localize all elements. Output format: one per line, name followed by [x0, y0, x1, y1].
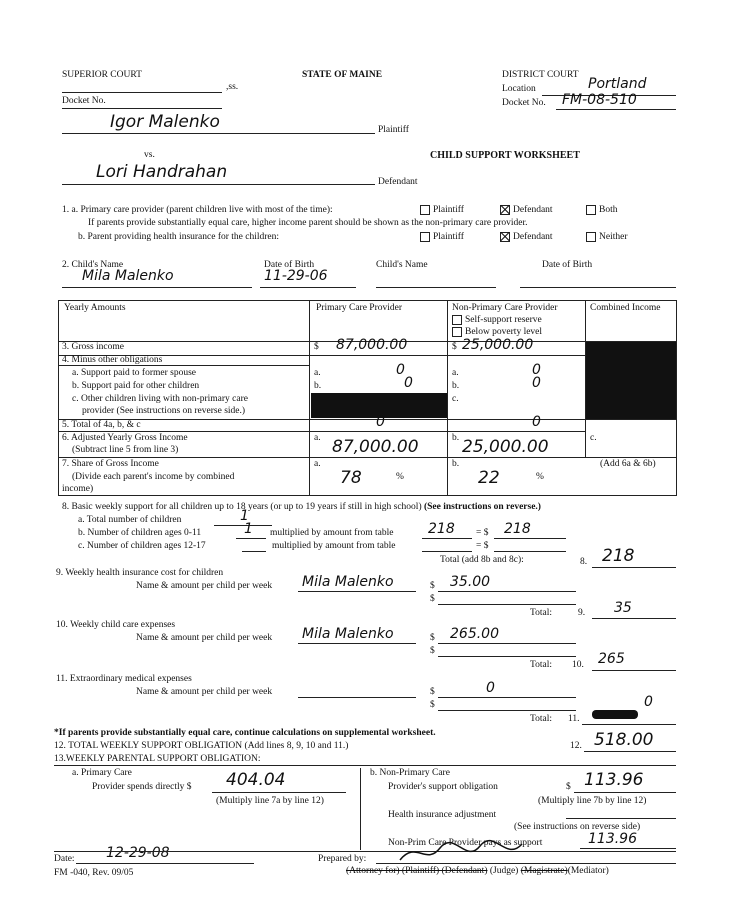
- defendant-name: Lori Handrahan: [96, 162, 228, 182]
- line-10-total: 265: [598, 651, 625, 667]
- line-13: 13.WEEKLY PARENTAL SUPPORT OBLIGATION:: [54, 754, 261, 764]
- nonprimary-mult-note: (Multiply line 7b by line 12): [538, 796, 647, 806]
- col-yearly-header: Yearly Amounts: [64, 303, 126, 313]
- dob-label: Date of Birth: [264, 260, 315, 270]
- primary-spends-value: 404.04: [226, 770, 286, 790]
- location-label: Location: [502, 84, 536, 94]
- row-4c-1: c. Other children living with non-primary care: [72, 394, 248, 404]
- pc-both-option[interactable]: Both: [586, 205, 617, 215]
- checkbox-icon[interactable]: [586, 232, 596, 242]
- row-adjusted-2: (Subtract line 5 from line 3): [72, 445, 179, 455]
- row-share-1: 7. Share of Gross Income: [62, 459, 159, 469]
- primary-share: 78: [340, 468, 362, 488]
- dob-value: 11-29-06: [264, 268, 328, 284]
- self-support-option[interactable]: Self-support reserve: [452, 315, 542, 325]
- checked-checkbox-icon[interactable]: [500, 205, 510, 215]
- primary-care-label: a. Primary Care: [72, 768, 132, 778]
- line-9: 9. Weekly health insurance cost for children: [56, 568, 224, 578]
- line-10-sub: Name & amount per child per week: [136, 633, 273, 643]
- nonprimary-obligation-label: Provider's support obligation: [388, 782, 498, 792]
- line-10-amount: 265.00: [450, 626, 499, 642]
- equal-care-note: If parents provide substantially equal care, higher income parent should be shown as the non-primary care provider.: [88, 218, 528, 228]
- checkbox-icon[interactable]: [420, 232, 430, 242]
- signature-mark: [396, 838, 526, 868]
- row-adjusted-1: 6. Adjusted Yearly Gross Income: [62, 433, 188, 443]
- child-name: Mila Malenko: [82, 268, 174, 284]
- checkbox-icon[interactable]: [452, 315, 462, 325]
- see-instructions-note: (See instructions on reverse side): [514, 822, 641, 832]
- line-9-total: 35: [614, 600, 632, 616]
- nonprimary-adjusted: 25,000.00: [462, 437, 549, 457]
- hi-neither-option[interactable]: Neither: [586, 232, 628, 242]
- primary-total-4: 0: [376, 414, 385, 430]
- table-amount-0-11: 218: [428, 521, 455, 537]
- col-primary-header: Primary Care Provider: [316, 303, 403, 313]
- primary-mult-note: (Multiply line 7a by line 12): [216, 796, 324, 806]
- below-poverty-option[interactable]: Below poverty level: [452, 327, 542, 337]
- line-12-total: 518.00: [594, 730, 654, 750]
- col-nonprimary-header: Non-Primary Care Provider: [452, 303, 558, 313]
- nonprimary-obligation-value: 113.96: [584, 770, 644, 790]
- row-share-3: income): [62, 484, 94, 494]
- date-label: Date:: [54, 854, 75, 864]
- line-9-amount: 35.00: [450, 574, 491, 590]
- hi-plaintiff-option[interactable]: Plaintiff: [420, 232, 464, 242]
- checkbox-icon[interactable]: [452, 327, 462, 337]
- line-11: 11. Extraordinary medical expenses: [56, 674, 192, 684]
- col-combined-header: Combined Income: [590, 303, 661, 313]
- nonprimary-care-label: b. Non-Primary Care: [370, 768, 450, 778]
- form-number: FM -040, Rev. 09/05: [54, 868, 134, 878]
- primary-spends-label: Provider spends directly $: [92, 782, 192, 792]
- nonprimary-pays-label: Non-Prim Care Provider pays as support: [388, 838, 543, 848]
- court-label: SUPERIOR COURT: [62, 70, 142, 80]
- scribble-mark: [592, 710, 638, 719]
- add-6-note: (Add 6a & 6b): [600, 459, 656, 469]
- plaintiff-name: Igor Malenko: [110, 112, 220, 132]
- row-4a: a. Support paid to former spouse: [72, 368, 197, 378]
- line-8: 8. Basic weekly support for all children up to 18 years (or up to 19 years if still in high school) (See instructions on reverse.): [62, 502, 541, 512]
- line-8-total-label: Total (add 8b and 8c):: [440, 555, 524, 565]
- nonprimary-gross-income: 25,000.00: [462, 337, 534, 353]
- defendant-label: Defendant: [378, 177, 418, 187]
- worksheet-title: CHILD SUPPORT WORKSHEET: [430, 150, 580, 161]
- row-4b: b. Support paid for other children: [72, 381, 200, 391]
- nonprimary-4a: 0: [532, 362, 541, 378]
- pc-plaintiff-option[interactable]: Plaintiff: [420, 205, 464, 215]
- total-children: 1: [240, 508, 249, 524]
- preparer-roles: (Attorney for) (Plaintiff) (Defendant) (Judge) (Magistrate)(Mediator): [346, 866, 609, 876]
- line-11-sub: Name & amount per child per week: [136, 687, 273, 697]
- checked-checkbox-icon[interactable]: [500, 232, 510, 242]
- ss-label: ,ss.: [226, 82, 239, 92]
- health-insurance-question: b. Parent providing health insurance for the children:: [78, 232, 280, 242]
- plaintiff-label: Plaintiff: [378, 125, 409, 135]
- docket-value: FM-08-510: [562, 92, 637, 108]
- line-8c: c. Number of children ages 12-17: [78, 541, 206, 551]
- row-share-2: (Divide each parent's income by combined: [72, 472, 235, 482]
- line-8a: a. Total number of children: [78, 515, 182, 525]
- district-court-label: DISTRICT COURT: [502, 70, 579, 80]
- line-12: 12. TOTAL WEEKLY SUPPORT OBLIGATION (Add lines 8, 9, 10 and 11.): [54, 741, 349, 751]
- children-0-11: 1: [244, 521, 253, 537]
- nonprimary-total-4: 0: [532, 414, 541, 430]
- primary-4a: 0: [396, 362, 405, 378]
- nonprimary-4b: 0: [532, 375, 541, 391]
- row-gross-income: 3. Gross income: [62, 342, 125, 352]
- primary-adjusted: 87,000.00: [332, 437, 419, 457]
- line-9-child: Mila Malenko: [302, 574, 394, 590]
- docket-left-label: Docket No.: [62, 96, 106, 106]
- equal-care-footnote: *If parents provide substantially equal care, continue calculations on supplemental worksheet.: [54, 728, 436, 738]
- row-other-obligations: 4. Minus other obligations: [62, 355, 163, 365]
- nonprimary-share: 22: [478, 468, 500, 488]
- checkbox-icon[interactable]: [586, 205, 596, 215]
- line-11-amount: 0: [486, 680, 495, 696]
- row-total-4: 5. Total of 4a, b, & c: [62, 420, 141, 430]
- prepared-by-label: Prepared by:: [318, 854, 367, 864]
- docket-label: Docket No.: [502, 98, 546, 108]
- nonprimary-pays-value: 113.96: [588, 831, 637, 847]
- primary-care-question: 1. a. Primary care provider (parent children live with most of the time):: [62, 205, 333, 215]
- date-value: 12-29-08: [106, 845, 170, 861]
- line-10-child: Mila Malenko: [302, 626, 394, 642]
- line-8b: b. Number of children ages 0-11: [78, 528, 202, 538]
- redacted-block: [586, 342, 676, 419]
- primary-gross-income: 87,000.00: [336, 337, 408, 353]
- pc-defendant-option[interactable]: Defendant: [500, 205, 553, 215]
- child-name-label: 2. Child's Name: [62, 260, 124, 270]
- health-adjustment-label: Health insurance adjustment: [388, 810, 497, 820]
- line-10: 10. Weekly child care expenses: [56, 620, 176, 630]
- vs-label: vs.: [144, 150, 155, 160]
- primary-4b: 0: [404, 375, 413, 391]
- state-label: STATE OF MAINE: [302, 70, 383, 80]
- checkbox-icon[interactable]: [420, 205, 430, 215]
- dob-label-2: Date of Birth: [542, 260, 593, 270]
- child-name-label-2: Child's Name: [376, 260, 428, 270]
- line-9-sub: Name & amount per child per week: [136, 581, 273, 591]
- hi-defendant-option[interactable]: Defendant: [500, 232, 553, 242]
- result-0-11: 218: [504, 521, 531, 537]
- row-4c-2: provider (See instructions on reverse side.): [82, 406, 246, 416]
- line-8-total: 218: [602, 546, 635, 566]
- location-value: Portland: [588, 76, 647, 92]
- line-11-total: 0: [644, 694, 653, 710]
